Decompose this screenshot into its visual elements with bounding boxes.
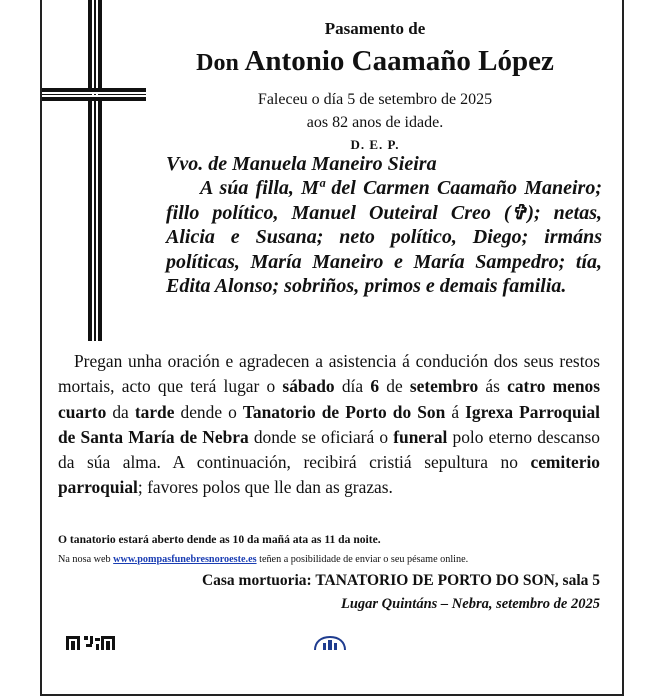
relatives-text: A súa filla, Mª del Carmen Caamaño Maneiro; fillo político, Manuel Outeiral Creo (✞); netas, Alicia e Susana; neto político, Diego; irmáns políticas, María Maneiro e María Sampedro; tía, Edita Alonso; sobriños, primos e demais familia. [166,177,602,298]
casa-mortuoria: Casa mortuoria: TANATORIO DE PORTO DO SON, sala 5 [201,572,600,589]
death-date: Faleceu o día 5 de setembro de 2025 [257,91,493,108]
pasamento-heading: Pasamento de [324,19,426,38]
place-date: Lugar Quintáns – Nebra, setembro de 2025 [340,596,600,612]
name-prefix: Don [196,50,239,76]
family-block [166,152,602,298]
age-line: aos 82 anos de idade. [306,114,444,131]
widower-line: Vvo. de Manuela Maneiro Sieira [166,153,437,175]
deceased-name [160,45,590,78]
dep-line: D. E. P. [350,137,400,152]
tanatorio-hours: O tanatorio estará aberto dende as 10 da mañá ata as 11 da noite. [58,533,381,546]
name-main: Antonio Caamaño López [244,45,554,77]
website-link[interactable]: www.pompasfunebresnoroeste.es [113,554,257,565]
funeral-home-logo-icon [311,634,349,650]
web-note: Na nosa web www.pompasfunebresnoroeste.es teñen a posibilidade de enviar o seu pésame online. [58,554,469,565]
qr-code-icon [66,634,146,650]
announcement-text: Pregan unha oración e agradecen a asistencia á condución dos seus restos mortais, acto que terá lugar o sábado día 6 de setembro ás catro menos cuarto da tarde dende o Tanatorio de Porto do Son á Igrexa Parroquial de Santa María de Nebra donde se oficiará o funeral polo eterno descanso da súa alma. A continuación, recibirá cristiá sepultura no cemiterio parroquial; favores polos que lle dan as grazas. [58,351,600,498]
